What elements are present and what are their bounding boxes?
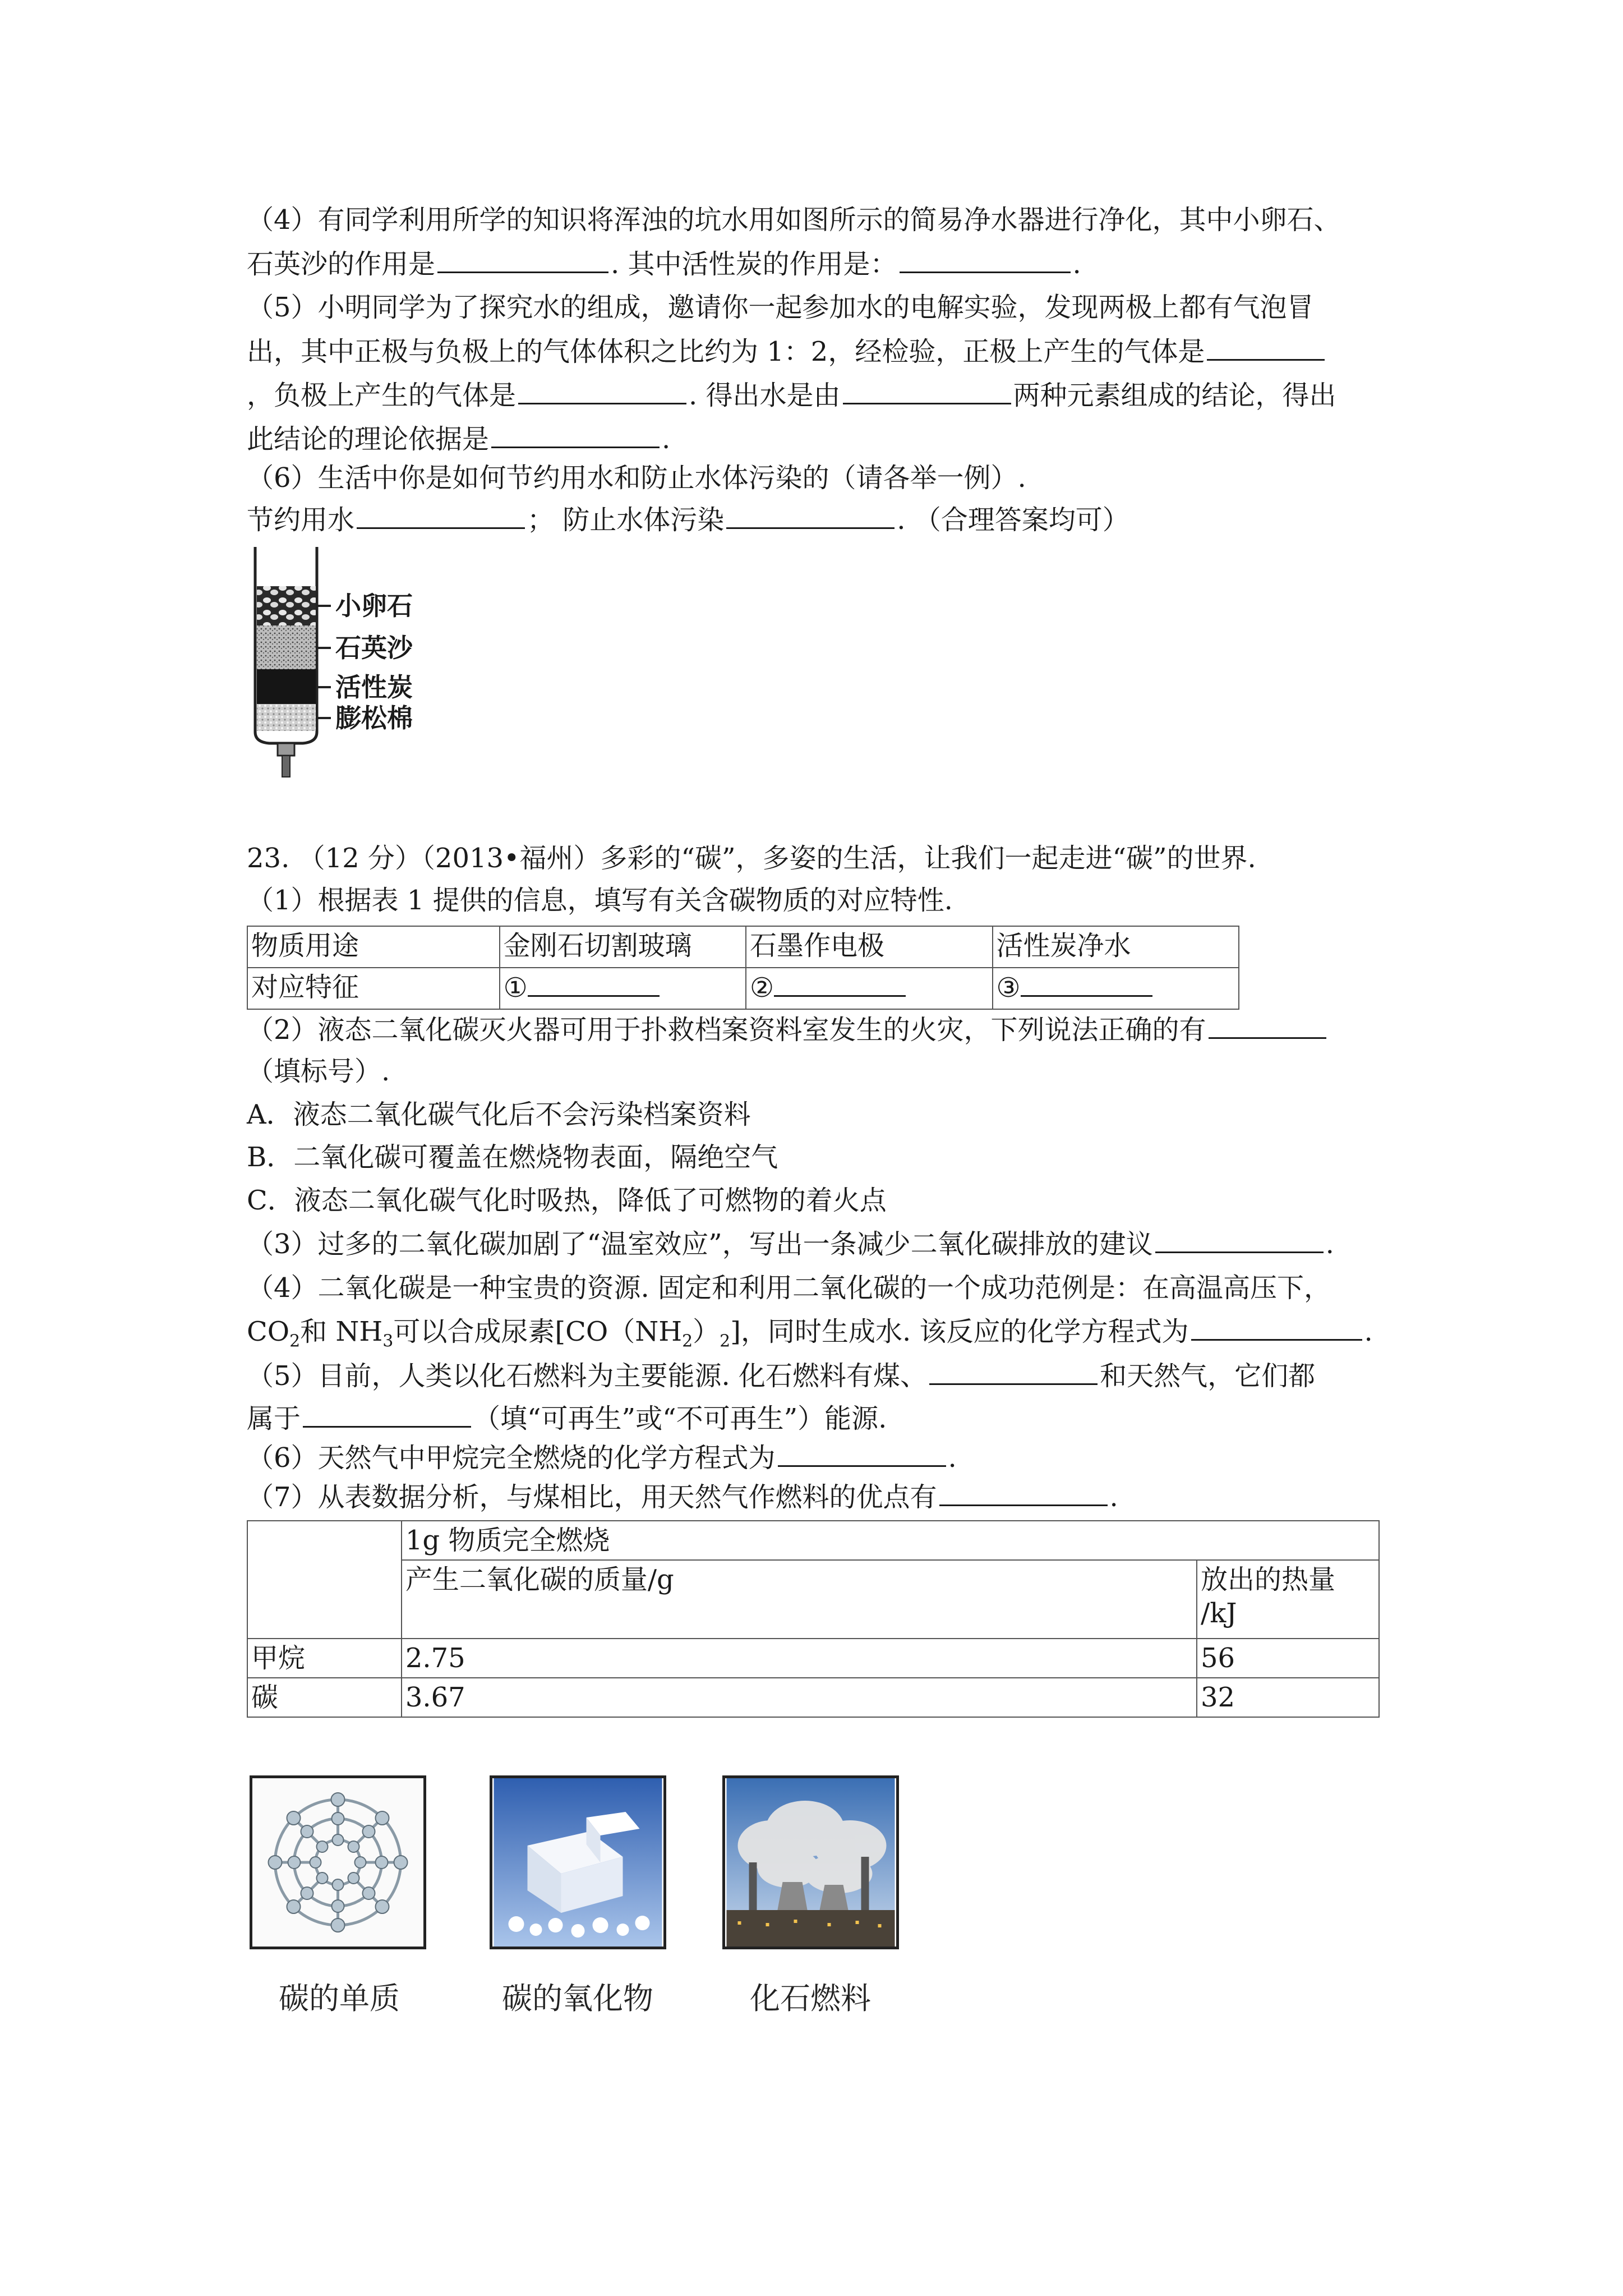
answer-blank[interactable] — [1191, 1314, 1362, 1341]
caption-carbon-element: 碳的单质 — [279, 1981, 400, 2016]
label-activated-carbon: 活性炭 — [335, 672, 413, 702]
text: （6）天然气中甲烷完全燃烧的化学方程式为 — [247, 1442, 776, 1474]
text: . — [1364, 1316, 1373, 1347]
q23-p6 — [247, 1441, 1391, 1475]
q23-header: 23. （12 分）（2013•福州）多彩的“碳”，多姿的生活，让我们一起走进“碳”的世界. — [247, 843, 1256, 874]
answer-blank[interactable] — [491, 422, 660, 448]
answer-blank[interactable] — [774, 970, 906, 997]
q22-p5-line4 — [247, 422, 1391, 456]
text: 和天然气，它们都 — [1100, 1360, 1316, 1392]
table-cell: 3.67 — [402, 1678, 1197, 1717]
sand-layer — [257, 625, 316, 669]
answer-blank[interactable] — [518, 378, 686, 404]
table-cell — [500, 968, 746, 1009]
table-row — [247, 1560, 1379, 1639]
q22-p4-line1: （4）有同学利用所学的知识将浑浊的坑水用如图所示的简易净水器进行净化，其中小卵石、 — [247, 204, 1341, 236]
answer-blank[interactable] — [528, 970, 660, 997]
table-cell: 32 — [1197, 1678, 1379, 1717]
subscript: 3 — [382, 1331, 394, 1351]
label-quartz-sand: 石英沙 — [335, 633, 413, 663]
text: . — [1072, 249, 1081, 280]
answer-blank[interactable] — [1021, 970, 1152, 997]
text: （3）过多的二氧化碳加剧了“温室效应”，写出一条减少二氧化碳排放的建议 — [247, 1228, 1153, 1260]
q22-p4-line2 — [247, 247, 1391, 281]
table-row — [247, 1521, 1379, 1560]
table-cell: 活性炭净水 — [993, 926, 1239, 968]
text: . — [662, 424, 671, 455]
q23-p3 — [247, 1227, 1391, 1261]
text: . — [948, 1442, 957, 1474]
text: 和 NH — [300, 1316, 383, 1347]
q23-p5-line2 — [247, 1401, 1391, 1435]
answer-blank[interactable] — [900, 247, 1071, 273]
q23-p1: （1）根据表 1 提供的信息，填写有关含碳物质的对应特性. — [247, 885, 953, 916]
q23-p5-line1 — [247, 1359, 1391, 1393]
table-row — [247, 1678, 1379, 1717]
text: . 得出水是由 — [689, 380, 841, 411]
table-row — [247, 926, 1239, 968]
text: （5）目前，人类以化石燃料为主要能源. 化石燃料有煤、 — [247, 1360, 928, 1392]
text: 石英沙的作用是 — [247, 249, 436, 280]
table-row — [247, 968, 1239, 1009]
combustion-data-table — [247, 1520, 1380, 1718]
answer-blank[interactable] — [726, 503, 895, 529]
q23-option-c: C．液态二氧化碳气化时吸热，降低了可燃物的着火点 — [247, 1185, 887, 1216]
table-cell: 2.75 — [402, 1639, 1197, 1678]
text: ]，同时生成水. 该反应的化学方程式为 — [730, 1316, 1189, 1347]
answer-blank[interactable] — [303, 1401, 471, 1428]
table-cell: 56 — [1197, 1639, 1379, 1678]
q23-option-a: A．液态二氧化碳气化后不会污染档案资料 — [247, 1099, 751, 1130]
table-cell — [1197, 1560, 1379, 1639]
text: ） — [693, 1316, 720, 1347]
text: ，负极上产生的气体是 — [247, 380, 517, 411]
table-cell: 甲烷 — [247, 1639, 402, 1678]
subscript: 2 — [289, 1331, 301, 1351]
subscript: 2 — [682, 1331, 693, 1351]
text: ； 防止水体污染 — [527, 504, 725, 536]
answer-blank[interactable] — [1209, 1013, 1326, 1039]
table-cell — [746, 968, 992, 1009]
cotton-layer — [257, 704, 316, 731]
caption-carbon-oxide: 碳的氧化物 — [502, 1981, 653, 2016]
text: 放出的热量 — [1201, 1564, 1336, 1595]
table-cell: 1g 物质完全燃烧 — [402, 1521, 1379, 1560]
subscript: 2 — [720, 1331, 731, 1351]
q22-p6-line1: （6）生活中你是如何节约用水和防止水体污染的（请各举一例）. — [247, 462, 1026, 494]
caption-fossil-fuel: 化石燃料 — [750, 1981, 871, 2016]
circled-number: ① — [503, 972, 528, 1004]
answer-blank[interactable] — [929, 1359, 1098, 1385]
q22-p5-line1: （5）小明同学为了探究水的组成，邀请你一起参加水的电解实验，发现两极上都有气泡冒 — [247, 292, 1314, 323]
answer-blank[interactable] — [778, 1441, 946, 1467]
table-cell: 金刚石切割玻璃 — [500, 926, 746, 968]
q23-option-b: B．二氧化碳可覆盖在燃烧物表面，隔绝空气 — [247, 1142, 778, 1173]
text: （7）从表数据分析，与煤相比，用天然气作燃料的优点有 — [247, 1481, 937, 1513]
q23-p4-line1: （4）二氧化碳是一种宝贵的资源. 固定和利用二氧化碳的一个成功范例是：在高温高压下， — [247, 1272, 1331, 1304]
text: 可以合成尿素[CO（NH — [393, 1316, 683, 1347]
water-filter-figure — [247, 547, 471, 794]
answer-blank[interactable] — [1207, 334, 1325, 361]
text: 此结论的理论依据是 — [247, 424, 490, 455]
q23-p7 — [247, 1480, 1391, 1514]
q22-p5-line2 — [247, 334, 1391, 369]
text: 出，其中正极与负极上的气体体积之比约为 1：2，经检验，正极上产生的气体是 — [247, 336, 1205, 367]
text: . — [1109, 1481, 1118, 1513]
table-cell-empty — [247, 1521, 402, 1639]
table-row — [247, 1639, 1379, 1678]
text: . — [1325, 1228, 1334, 1260]
circled-number: ③ — [996, 972, 1021, 1004]
table-cell — [993, 968, 1239, 1009]
text: CO — [247, 1316, 290, 1347]
text: 两种元素组成的结论，得出 — [1013, 380, 1336, 411]
text: （2）液态二氧化碳灭火器可用于扑救档案资料室发生的火灾，下列说法正确的有 — [247, 1014, 1206, 1046]
label-pebbles: 小卵石 — [335, 591, 413, 621]
dry-ice-image — [490, 1775, 666, 1949]
circled-number: ② — [750, 972, 774, 1004]
q23-p4-line2 — [247, 1314, 1391, 1349]
table-cell: 碳 — [247, 1678, 402, 1717]
answer-blank[interactable] — [843, 378, 1011, 404]
text: . （合理答案均可） — [897, 504, 1129, 536]
fullerene-image — [250, 1775, 426, 1949]
text: 节约用水 — [247, 504, 355, 536]
table-cell: 物质用途 — [247, 926, 500, 968]
answer-blank[interactable] — [939, 1480, 1108, 1506]
text: /kJ — [1201, 1598, 1237, 1629]
q23-p2-line2: （填标号）. — [247, 1056, 390, 1087]
text: （填“可再生”或“不可再生”）能源. — [473, 1403, 887, 1434]
table-cell: 石墨作电极 — [746, 926, 992, 968]
charcoal-layer — [257, 669, 316, 704]
q22-p6-line2 — [247, 503, 1391, 537]
answer-blank[interactable] — [437, 247, 608, 273]
power-plant-image — [722, 1775, 899, 1949]
text: . 其中活性炭的作用是： — [611, 249, 897, 280]
q23-p2-line1 — [247, 1013, 1391, 1047]
pebble-layer — [257, 586, 316, 625]
table-cell: 产生二氧化碳的质量/g — [402, 1560, 1197, 1639]
label-cotton: 膨松棉 — [335, 703, 413, 733]
q22-p5-line3 — [247, 378, 1391, 412]
table-cell: 对应特征 — [247, 968, 500, 1009]
answer-blank[interactable] — [1155, 1227, 1324, 1253]
answer-blank[interactable] — [357, 503, 525, 529]
carbon-properties-table — [247, 926, 1239, 1010]
text: 属于 — [247, 1403, 301, 1434]
